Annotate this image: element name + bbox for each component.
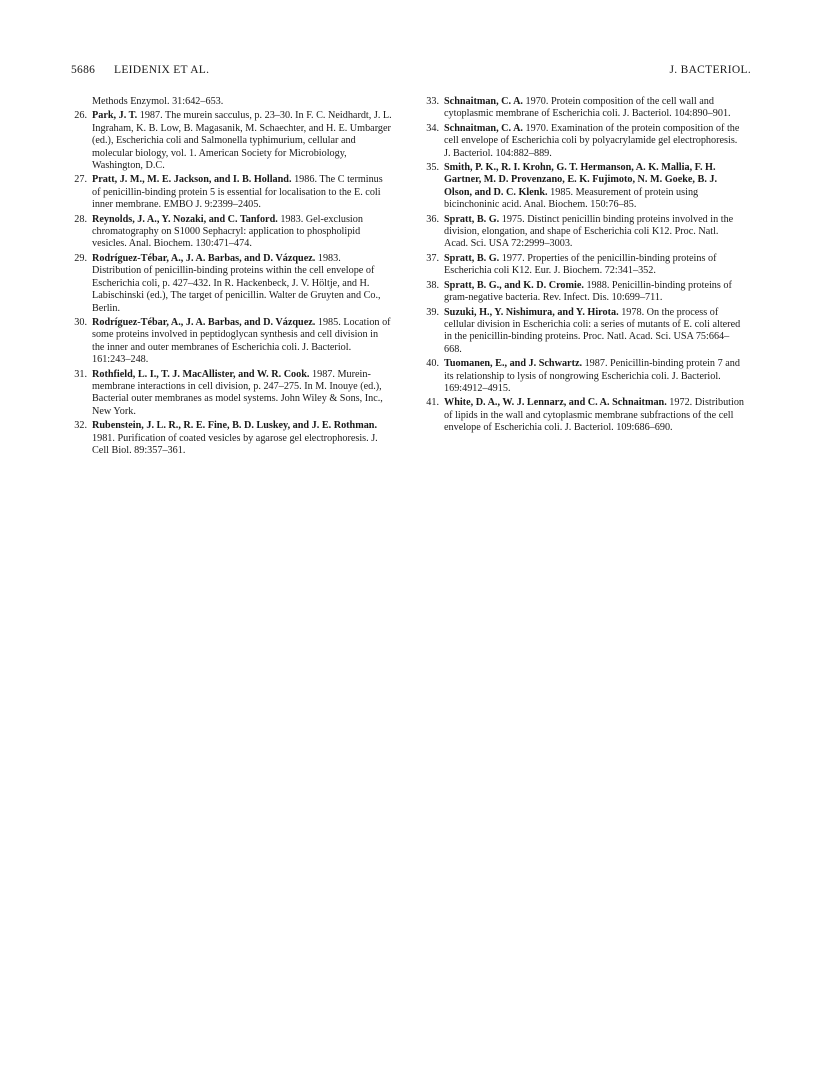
reference-text: 1988. Penicillin-binding proteins of gram-negative bacteria. Rev. Infect. Dis. 10:699–711. [444,279,732,304]
reference-entry [72,317,392,367]
reference-authors: Tuomanen, E., and J. Schwartz. [444,358,583,370]
reference-text: 1987. Penicillin-binding protein 7 and its relationship to lysis of nongrowing Escherichia coli. J. Bacteriol. 169:4912–4915. [444,358,740,394]
reference-number: 27. [74,174,87,186]
reference-text: 1977. Properties of the penicillin-binding proteins of Escherichia coli K12. Eur. J. Biochem. 72:341–352. [444,252,717,277]
reference-entry [424,280,744,305]
reference-authors: Rodríguez-Tébar, A., J. A. Barbas, and D. Vázquez. [92,252,316,264]
reference-authors: Spratt, B. G. [444,213,500,225]
reference-text: 1981. Purification of coated vesicles by agarose gel electrophoresis. J. Cell Biol. 89:357–361. [92,432,378,456]
reference-authors: Rodríguez-Tébar, A., J. A. Barbas, and D. Vázquez. [92,316,316,328]
reference-authors: Spratt, B. G. [444,252,500,264]
reference-number: 35. [426,162,439,174]
reference-number: 26. [74,110,87,122]
reference-continuation: Methods Enzymol. 31:642–653. [92,96,224,107]
reference-entry [72,369,392,419]
reference-entry [72,420,392,457]
reference-number: 29. [74,252,87,264]
reference-text: 1985. Location of some proteins involved in peptidoglycan synthesis and cell division in the inner and outer membranes of Escherichia coli. J. Bacteriol. 161:243–248. [92,316,391,366]
reference-column-right [424,96,744,437]
reference-entry [424,307,744,357]
reference-text: 1978. On the process of cellular division in Escherichia coli: a series of mutants of E. coli altered in the penicillin-binding proteins. Proc. Natl. Acad. Sci. USA 75:664–668. [444,306,741,355]
reference-entry [72,110,392,172]
reference-entry [424,162,744,212]
reference-text: 1975. Distinct penicillin binding proteins involved in the division, elongation, and shape of Escherichia coli K12. Proc. Natl. Acad. Sci. USA 72:2999–3003. [444,213,734,250]
reference-authors: Smith, P. K., R. I. Krohn, G. T. Hermanson, A. K. Mallia, F. H. Gartner, M. D. Provenzano, E. K. Fujimoto, N. M. Goeke, B. J. Olson, and D. C. Klenk. [444,162,718,198]
reference-text: 1987. The murein sacculus, p. 23–30. In F. C. Neidhardt, J. L. Ingraham, K. B. Low, B. Magasanik, M. Schaechter, and H. E. Umbarger (ed.), Escherichia coli and Salmonella typhimurium, cellular and molecular biology, vol. 1. American Society for Microbiology, Washington, D.C. [92,110,392,172]
reference-entry [424,214,744,251]
reference-authors: Park, J. T. [92,110,138,122]
reference-number: 31. [74,368,87,380]
reference-number: 30. [74,316,87,328]
reference-authors: Spratt, B. G., and K. D. Cromie. [444,279,584,291]
reference-authors: Rubenstein, J. L. R., R. E. Fine, B. D. Luskey, and J. E. Rothman. [92,420,378,432]
reference-number: 28. [74,213,87,225]
reference-text: 1970. Protein composition of the cell wall and cytoplasmic membrane of Escherichia coli. J. Bacteriol. 104:890–901. [444,96,731,120]
reference-entry [424,96,744,121]
reference-authors: White, D. A., W. J. Lennarz, and C. A. Schnaitman. [444,397,667,409]
reference-number: 39. [426,306,439,318]
reference-number: 40. [426,358,439,370]
running-head-authors: LEIDENIX ET AL. [114,64,210,76]
reference-authors: Schnaitman, C. A. [444,96,523,107]
page-number: 5686 [71,64,96,76]
reference-number: 38. [426,279,439,291]
reference-authors: Pratt, J. M., M. E. Jackson, and I. B. Holland. [92,174,292,186]
reference-text: 1986. The C terminus of penicillin-binding protein 5 is essential for localisation to the E. coli inner membrane. EMBO J. 9:2399–2405. [92,174,383,211]
reference-entry [72,214,392,251]
reference-entry [72,174,392,211]
reference-text: 1983. Gel-exclusion chromatography on S1000 Sephacryl: application to phospholipid vesicles. Anal. Biochem. 130:471–474. [92,213,363,250]
reference-entry [424,397,744,434]
reference-number: 36. [426,213,439,225]
reference-entry [424,358,744,395]
reference-number: 33. [426,96,439,107]
reference-number: 32. [74,420,87,432]
reference-entry [424,253,744,278]
reference-authors: Reynolds, J. A., Y. Nozaki, and C. Tanford. [92,213,278,225]
reference-text: 1987. Murein-membrane interactions in cell division, p. 247–275. In M. Inouye (ed.), Bacterial outer membranes as model systems. John Wiley & Sons, Inc., New York. [92,368,383,417]
journal-name: J. BACTERIOL. [669,64,751,76]
reference-number: 34. [426,122,439,134]
reference-text: 1972. Distribution of lipids in the wall and cytoplasmic membrane subfractions of the cell envelope of Escherichia coli. J. Bacteriol. 109:686–690. [444,397,745,434]
reference-number: 41. [426,397,439,409]
running-header [71,64,751,84]
reference-text: 1983. Distribution of penicillin-binding proteins within the cell envelope of Escherichia coli, p. 427–432. In R. Hackenbeck, J. V. Höltje, and H. Labischinski (ed.), The target of penicillin. Walter de Gruyten and Co., Berlin. [92,252,381,314]
reference-authors: Suzuki, H., Y. Nishimura, and Y. Hirota. [444,306,619,318]
reference-entry [424,123,744,160]
reference-authors: Rothfield, L. I., T. J. MacAllister, and W. R. Cook. [92,368,310,380]
reference-number: 37. [426,252,439,264]
reference-entry [72,253,392,315]
reference-column-left [72,96,392,459]
reference-text: 1985. Measurement of protein using bicinchoninic acid. Anal. Biochem. 150:76–85. [444,186,699,211]
reference-text: 1970. Examination of the protein composition of the cell envelope of Escherichia coli by polyacrylamide gel electrophoresis. J. Bacteriol. 104:882–889. [444,122,740,159]
reference-authors: Schnaitman, C. A. [444,122,523,134]
